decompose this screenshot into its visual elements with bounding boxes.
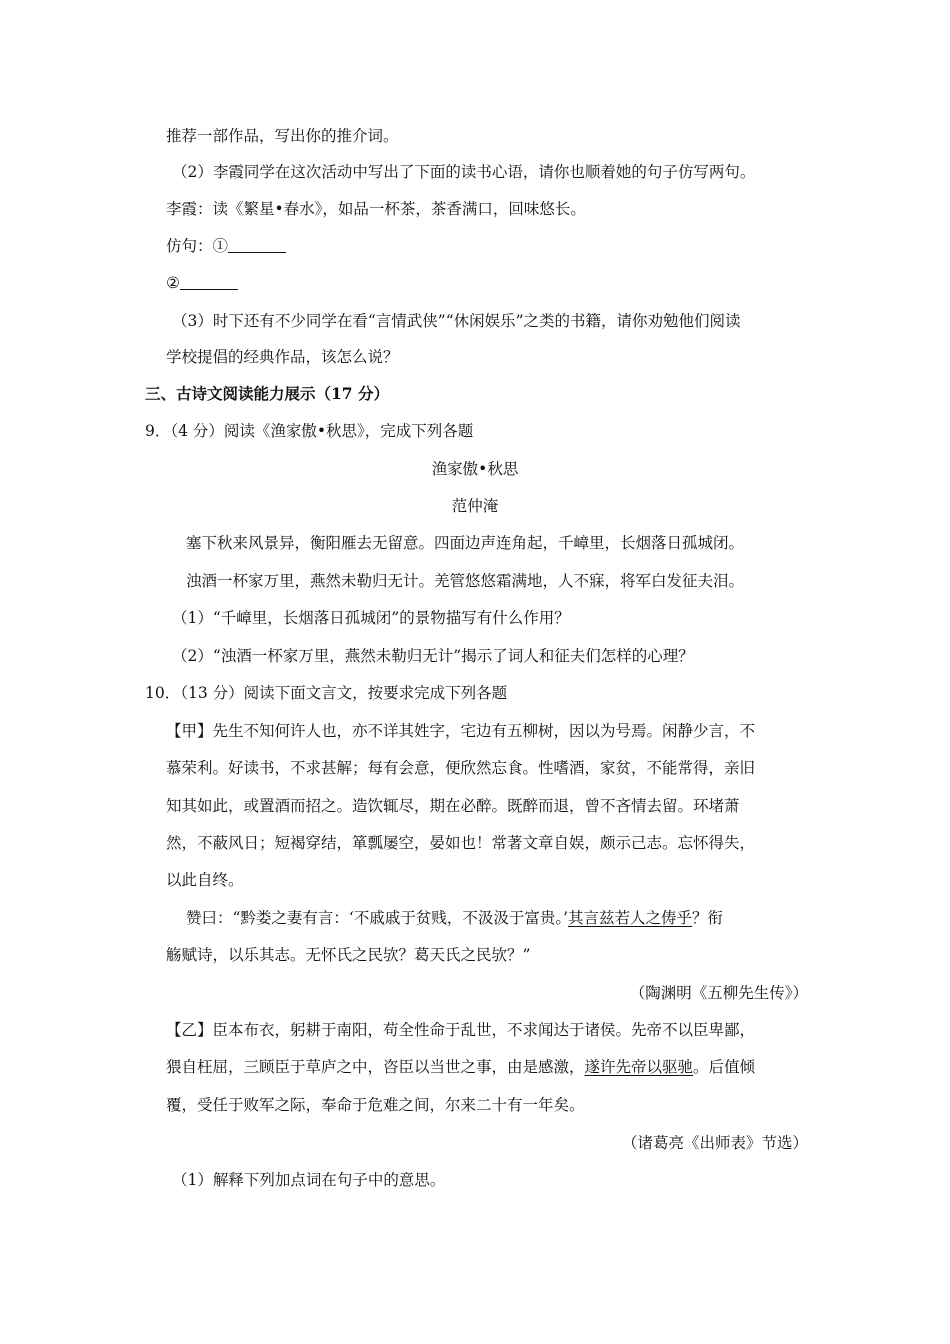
question-9-1: （1）“千嶂里，长烟落日孤城闭”的景物描写有什么作用？ <box>172 609 570 627</box>
question-10-heading: 10．（13 分）阅读下面文言文，按要求完成下列各题 <box>145 684 508 702</box>
question-2: （2）李霞同学在这次活动中写出了下面的读书心语，请你也顺着她的句子仿写两句。 <box>172 163 756 181</box>
imitation-label: 仿句：① <box>166 237 229 255</box>
underlined-sentence: 其言兹若人之俦乎 <box>568 909 693 927</box>
question-9-heading: 9．（4 分）阅读《渔家傲•秋思》，完成下列各题 <box>145 422 474 440</box>
yi-text: 猥自枉屈，三顾臣于草庐之中，咨臣以当世之事，由是感激， <box>166 1058 585 1076</box>
question-3: （3）时下还有不少同学在看“言情武侠”“休闲娱乐”之类的书籍，请你劝勉他们阅读 <box>172 312 741 330</box>
text-line: 学校提倡的经典作品，该怎么说？ <box>166 348 399 366</box>
passage-jia-line: 觞赋诗，以乐其志。无怀氏之民欤？葛天氏之民欤？” <box>166 946 531 964</box>
passage-yi-line: 覆，受任于败军之际，奉命于危难之间，尔来二十有一年矣。 <box>166 1096 585 1114</box>
passage-jia-line: 知其如此，或置酒而招之。造饮辄尽，期在必醉。既醉而退，曾不吝情去留。环堵萧 <box>166 797 740 815</box>
section-heading: 三、古诗文阅读能力展示（17 分） <box>145 384 389 403</box>
imitation-label-2: ② <box>166 274 180 292</box>
answer-blank-1[interactable] <box>228 236 286 253</box>
passage-jia-line: 然，不蔽风日；短褐穿结，箪瓢屡空，晏如也！常著文章自娱，颇示己志。忘怀得失， <box>166 834 756 852</box>
answer-blank-2[interactable] <box>180 273 238 290</box>
example-sentence: 李霞：读《繁星•春水》，如品一杯茶，茶香满口，回味悠长。 <box>166 200 586 218</box>
passage-yi-line <box>166 1057 755 1077</box>
imitation-line-2 <box>166 273 238 293</box>
poem-title: 渔家傲•秋思 <box>431 460 519 478</box>
text-line: 推荐一部作品，写出你的推介词。 <box>166 127 399 145</box>
passage-jia-zan <box>186 908 723 928</box>
source-citation: （陶渊明《五柳先生传》） <box>629 984 808 1002</box>
passage-jia-line: 以此自终。 <box>166 871 244 889</box>
poem-line: 浊酒一杯家万里，燕然未勒归无计。羌管悠悠霜满地，人不寐，将军白发征夫泪。 <box>186 572 745 590</box>
question-10-1: （1）解释下列加点词在句子中的意思。 <box>172 1171 446 1189</box>
source-citation: （诸葛亮《出师表》节选） <box>621 1134 808 1152</box>
poem-line: 塞下秋来风景异，衡阳雁去无留意。四面边声连角起，千嶂里，长烟落日孤城闭。 <box>186 534 745 552</box>
passage-jia-line: 慕荣利。好读书，不求甚解；每有会意，便欣然忘食。性嗜酒，家贫，不能常得，亲旧 <box>166 759 756 777</box>
poem-author: 范仲淹 <box>451 497 499 515</box>
zan-text: 赞曰：“黔娄之妻有言：‘不戚戚于贫贱，不汲汲于富贵。’ <box>186 909 569 927</box>
passage-yi-line: 【乙】臣本布衣，躬耕于南阳，苟全性命于乱世，不求闻达于诸侯。先帝不以臣卑鄙， <box>166 1021 756 1039</box>
imitation-line-1 <box>166 236 286 256</box>
zan-text-end: ？衔 <box>692 909 724 927</box>
underlined-sentence: 遂许先帝以驱驰 <box>584 1058 694 1076</box>
passage-jia-line: 【甲】先生不知何许人也，亦不详其姓字，宅边有五柳树，因以为号焉。闲静少言，不 <box>166 722 756 740</box>
yi-text-end: 。后值倾 <box>693 1058 756 1076</box>
question-9-2: （2）“浊酒一杯家万里，燕然未勒归无计”揭示了词人和征夫们怎样的心理？ <box>172 647 694 665</box>
